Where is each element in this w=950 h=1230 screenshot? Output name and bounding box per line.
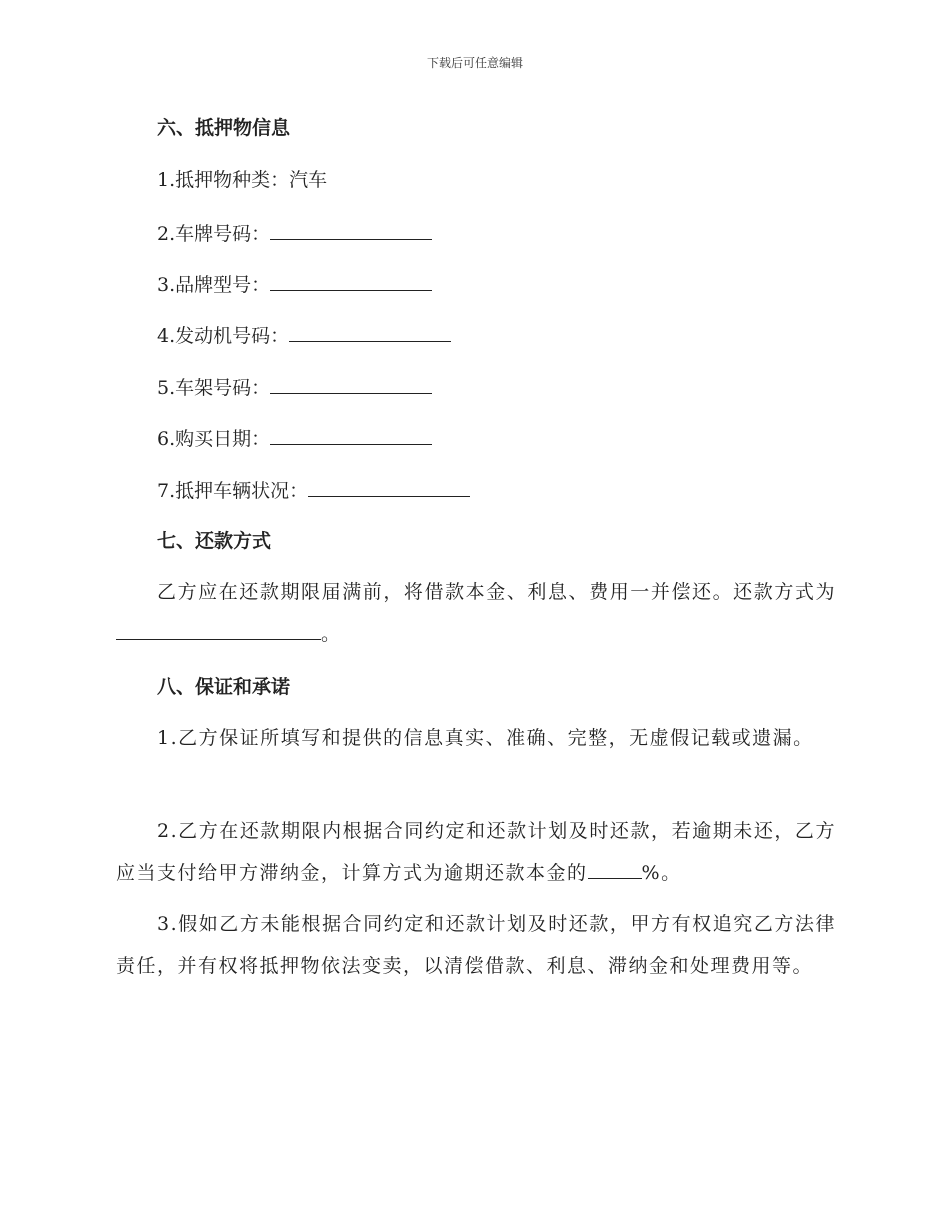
repayment-text: 乙方应在还款期限届满前，将借款本金、利息、费用一并偿还。还款方式为 [157, 581, 836, 603]
plate-number-row [157, 220, 432, 246]
late-fee-text: 2.乙方在还款期限内根据合同约定和还款计划及时还款，若逾期未还，乙方应当支付给甲方滞纳金，计算方式为逾期还款本金的 [116, 820, 836, 884]
page-header: 下载后可任意编辑 [426, 56, 523, 70]
collateral-type-row [157, 168, 327, 192]
collateral-type-label: 1.抵押物种类： [157, 169, 290, 191]
guarantee-paragraph-1: 1.乙方保证所填写和提供的信息真实、准确、完整，无虚假记载或遗漏。 [157, 727, 814, 749]
vehicle-condition-label: 7.抵押车辆状况： [157, 480, 309, 502]
plate-number-label: 2.车牌号码： [157, 223, 271, 245]
late-fee-percent-blank[interactable] [588, 859, 642, 879]
section-6-heading: 六、抵押物信息 [157, 117, 291, 139]
guarantee-paragraph-3: 3.假如乙方未能根据合同约定和还款计划及时还款，甲方有权追究乙方法律责任，并有权将抵押物依法变卖，以清偿借款、利息、滞纳金和处理费用等。 [116, 913, 836, 977]
brand-model-label: 3.品牌型号： [157, 274, 271, 296]
brand-model-blank[interactable] [270, 271, 432, 291]
collateral-type-value: 汽车 [289, 169, 328, 191]
vehicle-condition-blank[interactable] [308, 477, 470, 497]
engine-number-blank[interactable] [289, 322, 451, 342]
purchase-date-label: 6.购买日期： [157, 428, 271, 450]
vehicle-condition-row [157, 477, 470, 503]
guarantee-paragraph-2 [116, 810, 836, 894]
vin-blank[interactable] [270, 374, 432, 394]
section-8-heading: 八、保证和承诺 [157, 676, 291, 698]
engine-number-row [157, 322, 451, 348]
section-7-heading: 七、还款方式 [157, 530, 272, 552]
repayment-text-end: 。 [321, 623, 342, 645]
vin-label: 5.车架号码： [157, 377, 271, 399]
brand-model-row [157, 271, 432, 297]
late-fee-text-end: %。 [641, 862, 682, 884]
plate-number-blank[interactable] [270, 220, 432, 240]
engine-number-label: 4.发动机号码： [157, 325, 290, 347]
repayment-method-blank[interactable] [116, 620, 321, 640]
purchase-date-blank[interactable] [270, 425, 432, 445]
repayment-paragraph [116, 571, 836, 655]
purchase-date-row [157, 425, 432, 451]
vin-row [157, 374, 432, 400]
